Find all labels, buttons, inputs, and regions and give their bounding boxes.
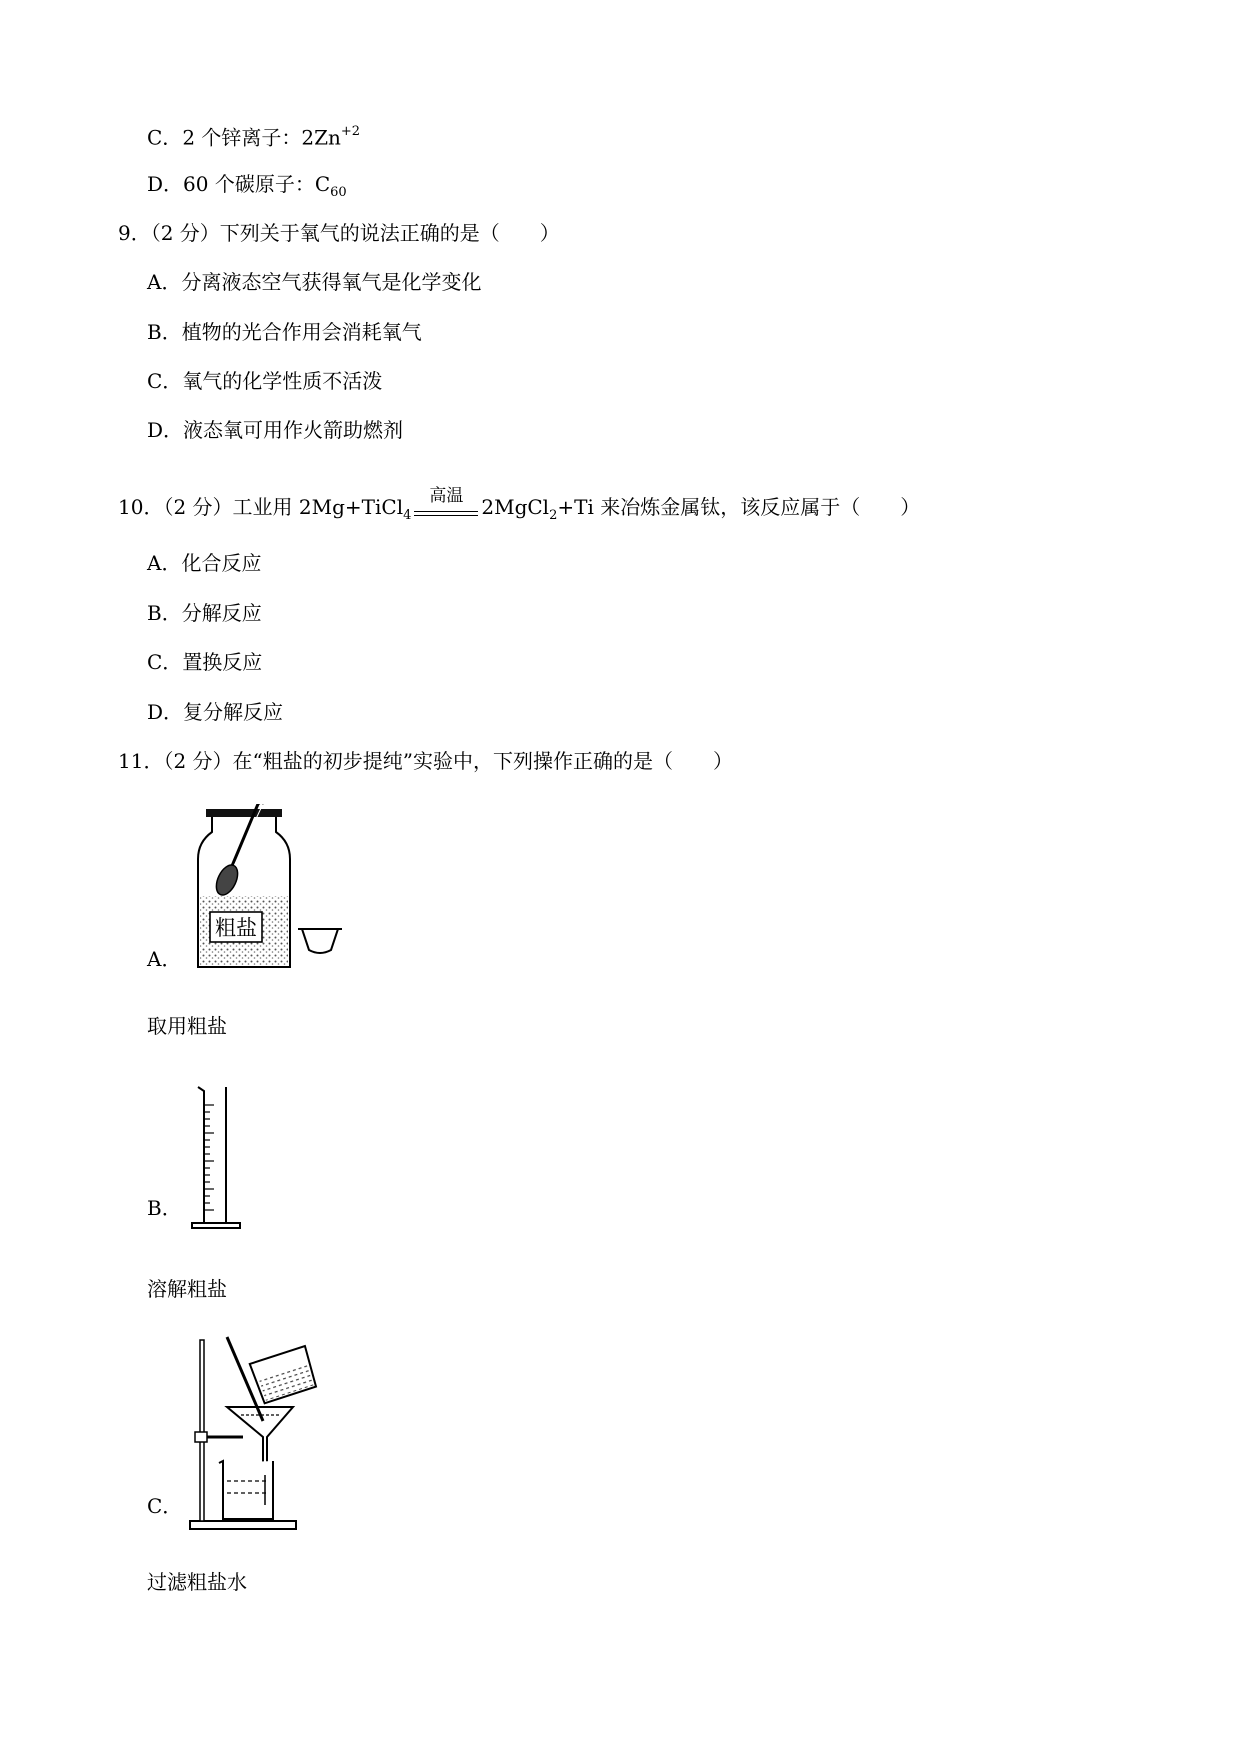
- option-label: D．: [147, 172, 184, 196]
- reaction-condition: 高温: [429, 486, 464, 506]
- charge-superscript: +2: [340, 124, 361, 139]
- q9-stem: 9．（2 分）下列关于氧气的说法正确的是（ ）: [118, 221, 560, 245]
- subscript: 4: [403, 508, 412, 523]
- option-text: 化合反应: [181, 551, 262, 575]
- q10-option-b: [147, 601, 262, 625]
- option-label: A．: [147, 551, 182, 575]
- graduated-cylinder-illustration: [188, 1085, 248, 1235]
- q10-option-c: [147, 650, 262, 674]
- q9-option-d: [147, 418, 403, 442]
- option-label: D．: [147, 418, 184, 442]
- q11-option-b-label: B．: [147, 1196, 182, 1220]
- reaction-condition-arrow: [414, 486, 478, 528]
- q11-option-b-caption: 溶解粗盐: [147, 1277, 227, 1301]
- reagent-bottle-illustration: [190, 804, 350, 974]
- option-label: D．: [147, 700, 184, 724]
- option-text: 2 个锌离子：2Zn: [182, 125, 341, 150]
- atom-count-subscript: 60: [330, 185, 347, 200]
- option-text: 分离液态空气获得氧气是化学变化: [181, 270, 482, 294]
- q8-option-c: [147, 122, 360, 150]
- option-text: 植物的光合作用会消耗氧气: [181, 320, 422, 344]
- option-label: C．: [147, 125, 183, 150]
- q11-option-a-caption: 取用粗盐: [147, 1014, 227, 1038]
- option-label: A．: [147, 270, 182, 294]
- q10-option-d: [147, 700, 283, 724]
- option-text: 分解反应: [181, 601, 262, 625]
- q11-option-c-caption: 过滤粗盐水: [147, 1570, 247, 1594]
- option-text: 复分解反应: [183, 700, 284, 724]
- q11-figure-c: [185, 1335, 335, 1535]
- q10-stem: [118, 486, 921, 528]
- q9-option-c: [147, 369, 382, 393]
- q9-option-a: [147, 270, 481, 294]
- equation-products: 2MgCl: [481, 495, 550, 519]
- q11-option-a-label: A．: [147, 947, 182, 971]
- q11-figure-b: [188, 1085, 248, 1235]
- q8-option-d: [147, 172, 347, 205]
- bottle-label: 粗盐: [215, 916, 257, 940]
- option-text: 置换反应: [182, 650, 263, 674]
- subscript: 2: [549, 508, 558, 523]
- filtration-setup-illustration: [185, 1335, 335, 1535]
- option-label: B．: [147, 320, 182, 344]
- q11-figure-a: [190, 804, 350, 974]
- option-text: 氧气的化学性质不活泼: [182, 369, 383, 393]
- option-text: 液态氧可用作火箭助燃剂: [183, 418, 404, 442]
- option-label: C．: [147, 650, 183, 674]
- equation-reactants: 10．（2 分）工业用 2Mg+TiCl: [118, 495, 404, 519]
- q10-option-a: [147, 551, 261, 575]
- option-text: 60 个碳原子：C: [183, 172, 331, 196]
- option-label: C．: [147, 369, 183, 393]
- option-label: B．: [147, 601, 182, 625]
- q11-stem: 11．（2 分）在“粗盐的初步提纯”实验中，下列操作正确的是（ ）: [118, 749, 733, 773]
- stem-tail: +Ti 来冶炼金属钛，该反应属于（ ）: [557, 495, 921, 519]
- q11-option-c-label: C．: [147, 1494, 183, 1518]
- q9-option-b: [147, 320, 422, 344]
